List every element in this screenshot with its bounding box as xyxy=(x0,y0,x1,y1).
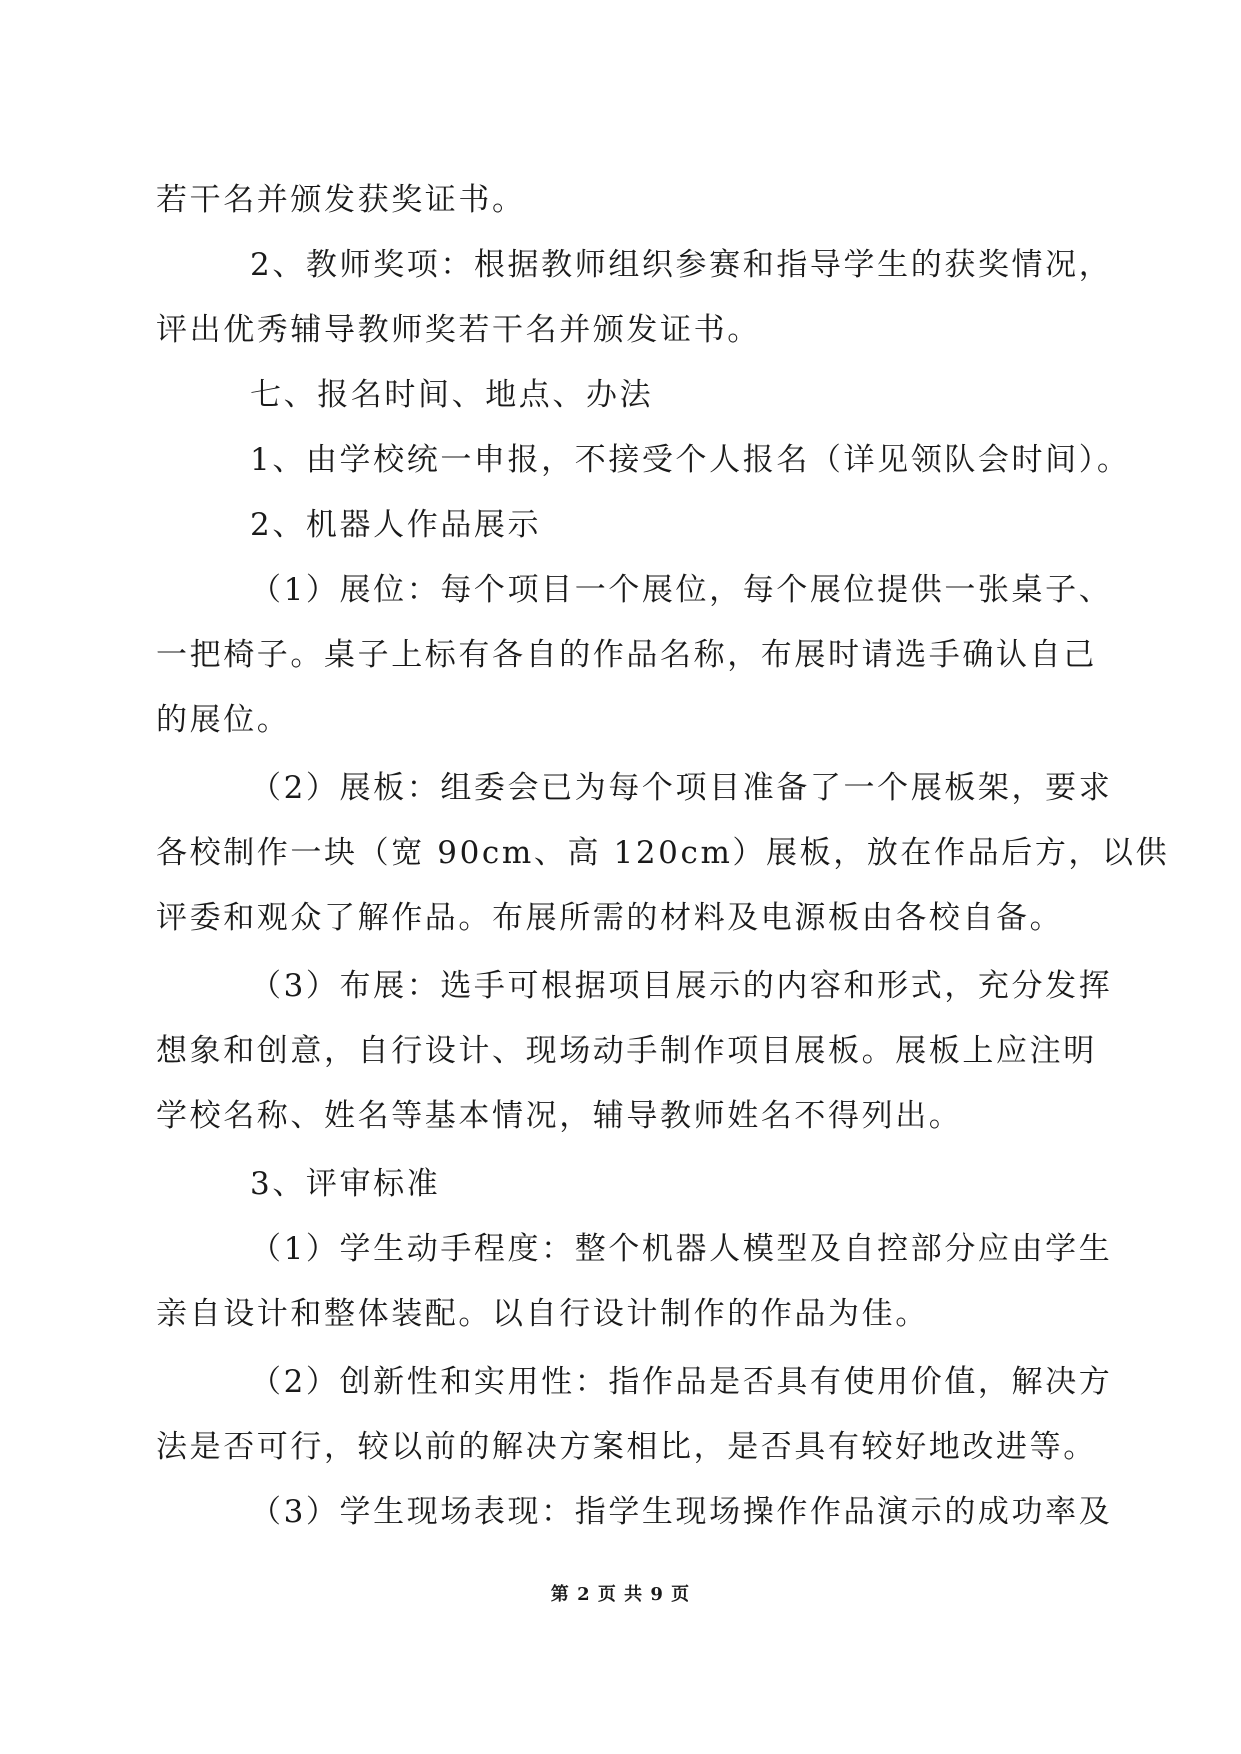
paragraph-line: （1）学生动手程度：整个机器人模型及自控部分应由学生 xyxy=(250,1231,1113,1267)
paragraph-line: （2）创新性和实用性：指作品是否具有使用价值，解决方 xyxy=(250,1364,1113,1400)
paragraph-line: （3）布展：选手可根据项目展示的内容和形式，充分发挥 xyxy=(250,968,1113,1004)
section-heading: 七、报名时间、地点、办法 xyxy=(250,377,654,413)
paragraph-line: 的展位。 xyxy=(156,702,291,738)
subsection-heading: 2、机器人作品展示 xyxy=(250,507,542,543)
paragraph-line: （1）展位：每个项目一个展位，每个展位提供一张桌子、 xyxy=(250,572,1113,608)
paragraph-line: 亲自设计和整体装配。以自行设计制作的作品为佳。 xyxy=(156,1296,929,1332)
subsection-heading: 3、评审标准 xyxy=(250,1166,441,1202)
paragraph-line: 一把椅子。桌子上标有各自的作品名称，布展时请选手确认自己 xyxy=(156,637,1097,673)
paragraph-line: 法是否可行，较以前的解决方案相比，是否具有较好地改进等。 xyxy=(156,1429,1097,1465)
paragraph-line: （2）展板：组委会已为每个项目准备了一个展板架，要求 xyxy=(250,770,1113,806)
paragraph-line: 1、由学校统一申报，不接受个人报名（详见领队会时间）。 xyxy=(250,442,1131,478)
page-number-footer: 第 2 页 共 9 页 xyxy=(550,1584,691,1605)
paragraph-line: 评出优秀辅导教师奖若干名并颁发证书。 xyxy=(156,312,761,348)
paragraph-line: （3）学生现场表现：指学生现场操作作品演示的成功率及 xyxy=(250,1494,1113,1530)
paragraph-line: 学校名称、姓名等基本情况，辅导教师姓名不得列出。 xyxy=(156,1098,963,1134)
paragraph-line: 2、教师奖项：根据教师组织参赛和指导学生的获奖情况， xyxy=(250,247,1113,283)
paragraph-line: 想象和创意，自行设计、现场动手制作项目展板。展板上应注明 xyxy=(156,1033,1097,1069)
paragraph-line: 若干名并颁发获奖证书。 xyxy=(156,182,526,218)
paragraph-line: 评委和观众了解作品。布展所需的材料及电源板由各校自备。 xyxy=(156,900,1064,936)
paragraph-line: 各校制作一块（宽 90cm、高 120cm）展板，放在作品后方，以供 xyxy=(156,835,1170,871)
